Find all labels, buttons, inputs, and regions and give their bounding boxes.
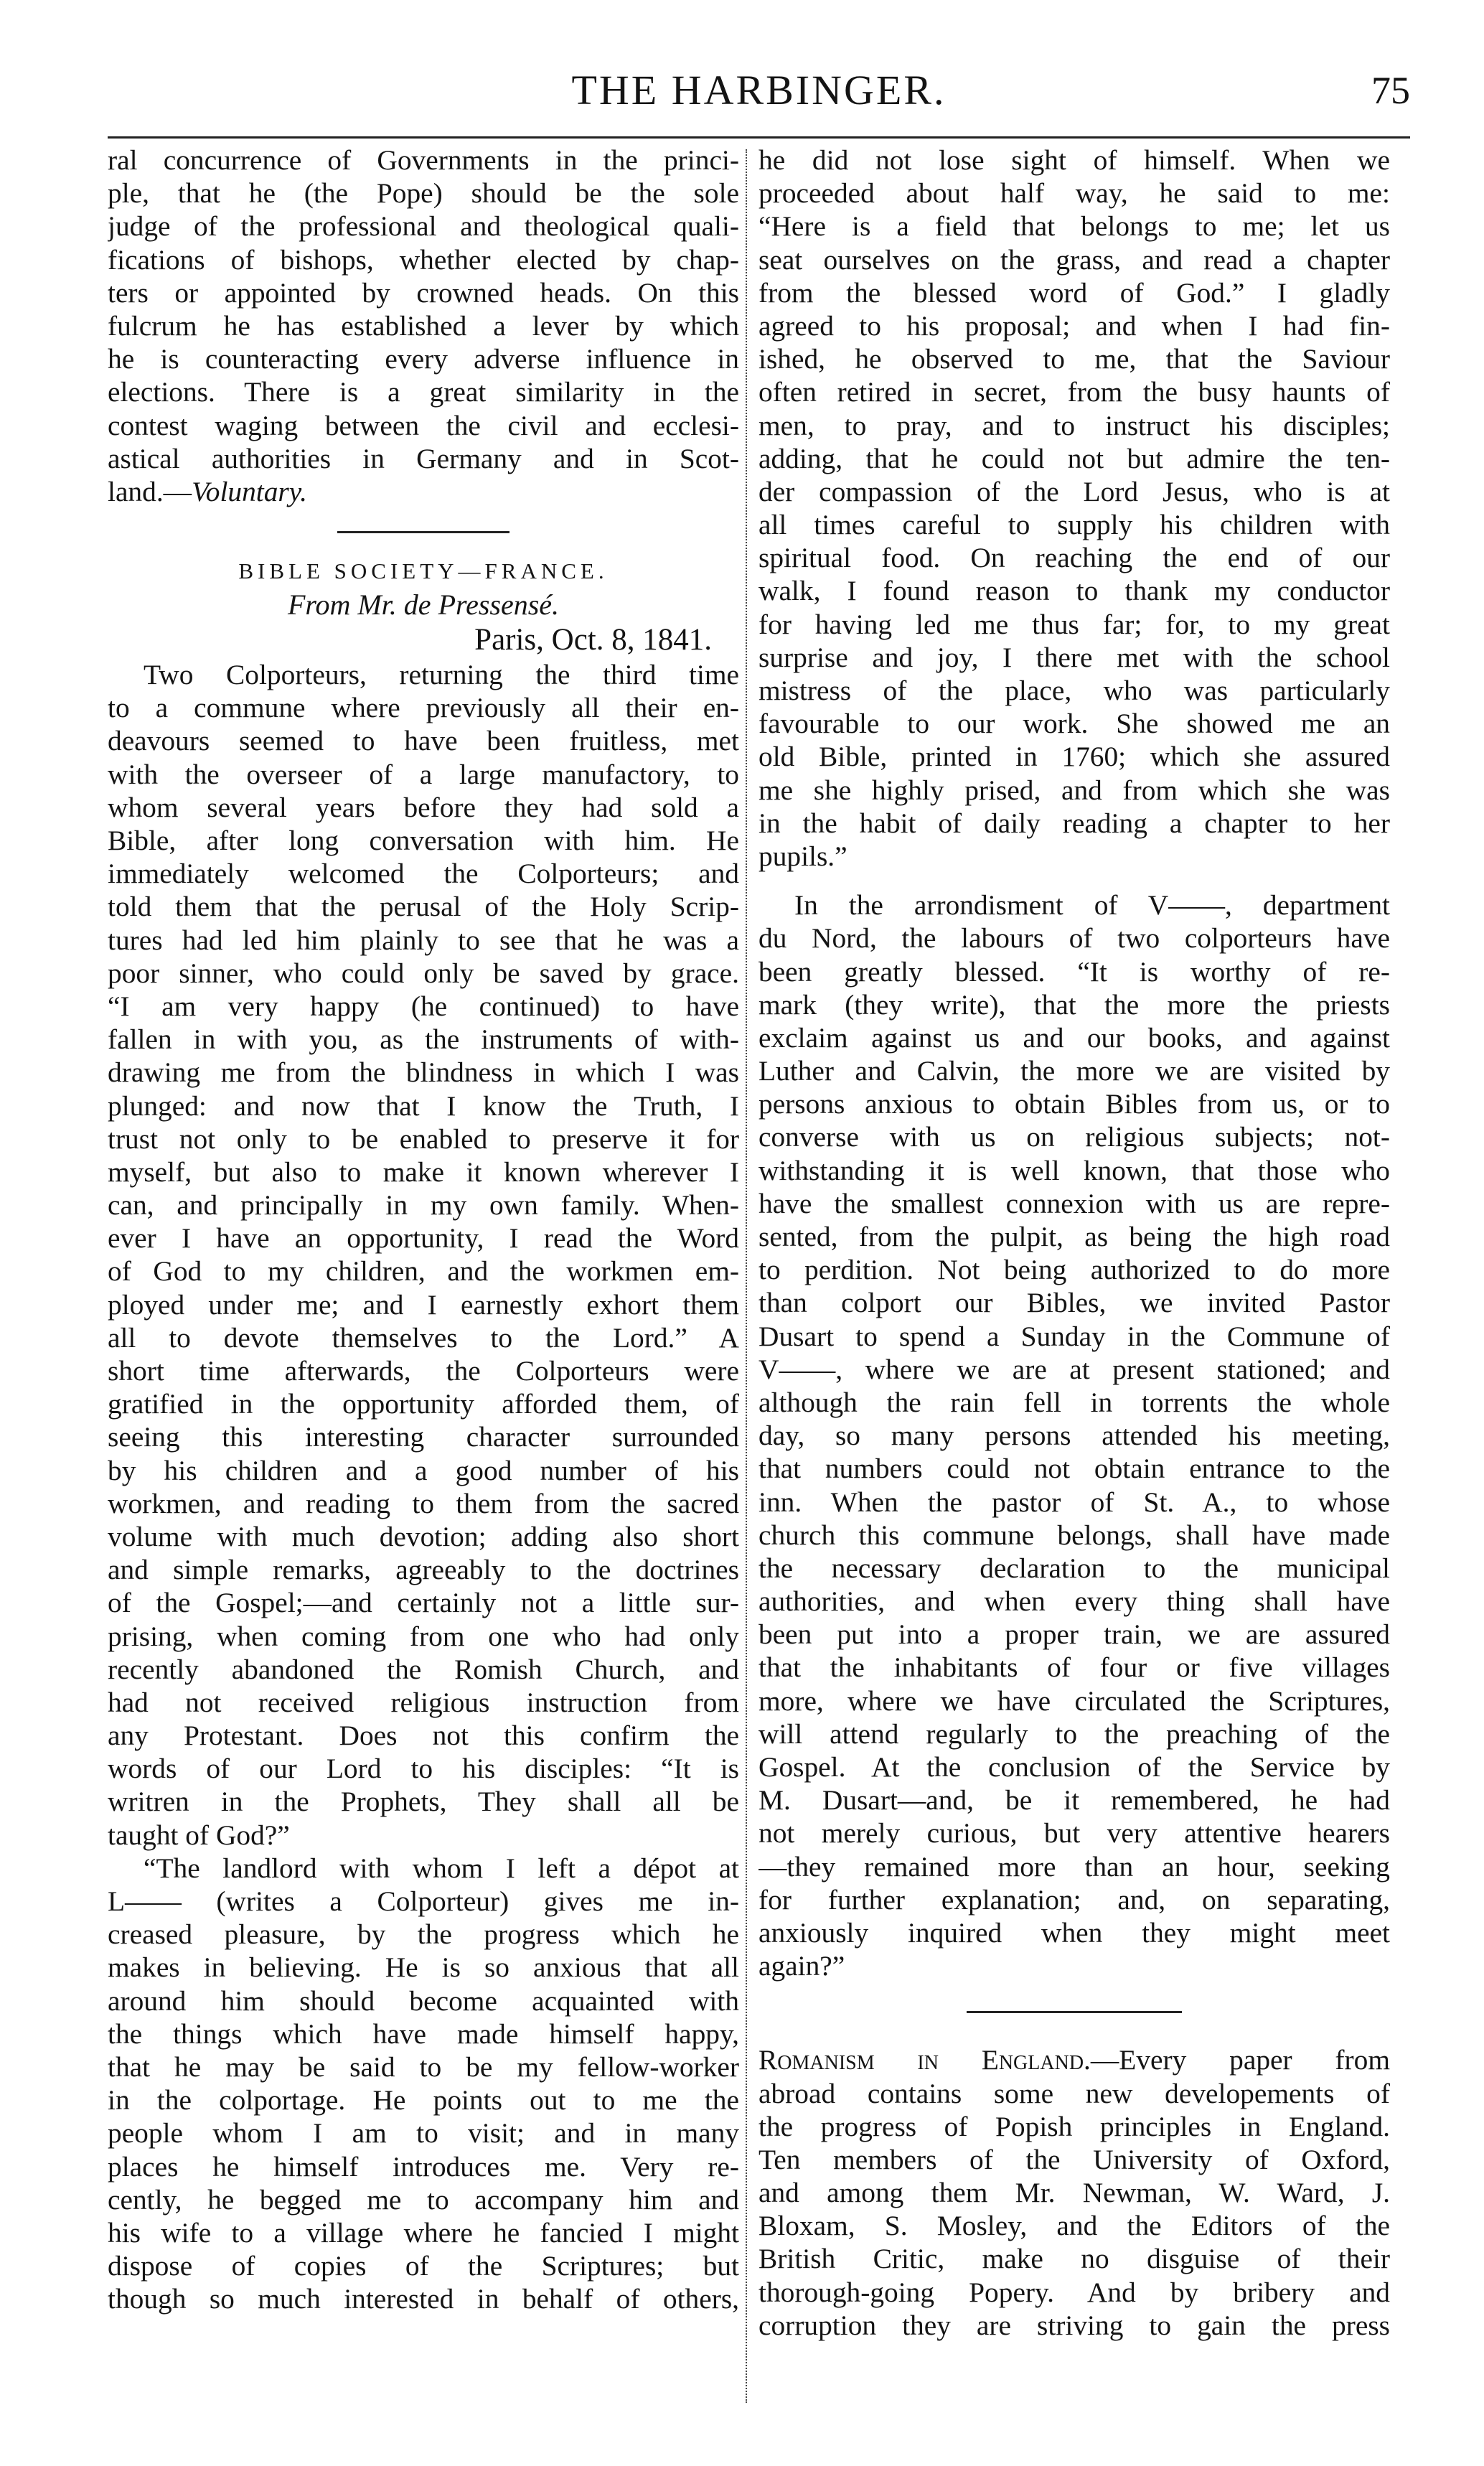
text-line: by his children and a good number of his [108, 1454, 739, 1486]
text-line: authorities, and when every thing shall have [759, 1585, 1390, 1618]
text-line: from the blessed word of God.” I gladly [759, 276, 1390, 309]
text-line: taught of God?” [108, 1819, 290, 1851]
text-line: ters or appointed by crowned heads. On this [108, 276, 739, 309]
text-line: than colport our Bibles, we invited Pastor [759, 1287, 1390, 1319]
text-line: abroad contains some new developements of [759, 2077, 1390, 2109]
text-line: V——, where we are at present stationed; and [759, 1353, 1390, 1385]
text-line: been put into a proper train, we are assured [759, 1618, 1390, 1651]
bible-society-article [108, 555, 739, 2315]
page-number: 75 [1371, 69, 1410, 112]
text-line: mistress of the place, who was particularly [759, 675, 1390, 706]
running-title: THE HARBINGER. [571, 67, 947, 113]
text-line: surprise and joy, I there met with the school [759, 641, 1390, 673]
text-line: corruption they are striving to gain the press [759, 2309, 1390, 2341]
text-line: anxiously inquired when they might meet [759, 1916, 1390, 1949]
text-line: astical authorities in Germany and in Scot- [108, 442, 739, 474]
text-line [759, 2043, 1390, 2076]
text-line: inn. When the pastor of St. A., to whose [759, 1486, 1390, 1518]
text-line: Ten members of the University of Oxford, [759, 2143, 1390, 2175]
text-line: converse with us on religious subjects; not- [759, 1121, 1390, 1153]
text-line: his wife to a village where he fancied I might [108, 2216, 739, 2249]
text-line: workmen, and reading to them from the sacred [108, 1487, 739, 1519]
voluntary-paragraph [108, 144, 739, 508]
text-line: to a commune where previously all their en- [108, 692, 739, 724]
text-line: Gospel. At the conclusion of the Service by [759, 1751, 1390, 1783]
text-line: contest waging between the civil and ecclesi- [108, 409, 739, 441]
text-line: prising, when coming from one who had only [108, 1620, 739, 1652]
text-line: that the inhabitants of four or five villages [759, 1651, 1390, 1684]
text-line: adding, that he could not but admire the ten- [759, 442, 1390, 474]
text-line: walk, I found reason to thank my conductor [759, 575, 1390, 607]
text-line: for further explanation; and, on separating, [759, 1883, 1390, 1916]
text-line: day, so many persons attended his meeting, [759, 1420, 1390, 1452]
text-line: mark (they write), that the more the priests [759, 988, 1390, 1021]
text-line: had not received religious instruction from [108, 1686, 739, 1718]
text-line: fications of bishops, whether elected by chap- [108, 243, 739, 276]
text-line: ployed under me; and I earnestly exhort them [108, 1288, 739, 1321]
text-line: judge of the professional and theological quali- [108, 210, 739, 243]
text-line: though so much interested in behalf of others, [108, 2283, 739, 2315]
colporteur-continuation [759, 144, 1390, 873]
text-line: in the colportage. He points out to me the [108, 2084, 739, 2116]
text-line [108, 475, 739, 508]
article-heading: BIBLE SOCIETY—FRANCE. [238, 558, 609, 584]
text-line: for having led me thus far; for, to my great [759, 608, 1390, 640]
text-line: again?” [759, 1950, 845, 1982]
romanism-first-line: —Every paper from [1090, 2044, 1390, 2076]
text-line: the necessary declaration to the municipal [759, 1552, 1390, 1584]
text-line: Bloxam, S. Mosley, and the Editors of the [759, 2210, 1390, 2242]
text-line: myself, but also to make it known wherever I [108, 1155, 739, 1188]
text-line: recently abandoned the Romish Church, and [108, 1653, 739, 1685]
text-line: pupils.” [759, 840, 847, 872]
article-byline: From Mr. de Pressensé. [287, 589, 560, 622]
text-line: short time afterwards, the Colporteurs were [108, 1355, 739, 1387]
text-line: ple, that he (the Pope) should be the sole [108, 177, 739, 210]
text-line: L—— (writes a Colporteur) gives me in- [108, 1885, 739, 1917]
text-line: dispose of copies of the Scriptures; but [108, 2250, 739, 2282]
text-line: whom several years before they had sold a [108, 791, 739, 823]
text-line: immediately welcomed the Colporteurs; and [108, 858, 739, 890]
text-line: more, where we have circulated the Scriptures, [759, 1684, 1390, 1717]
text-line: the progress of Popish principles in England. [759, 2110, 1390, 2142]
text-line: Dusart to spend a Sunday in the Commune of [759, 1320, 1390, 1352]
paragraph-gap [759, 873, 1390, 889]
article-dateline: Paris, Oct. 8, 1841. [474, 623, 712, 657]
text-line: told them that the perusal of the Holy Scrip- [108, 891, 739, 923]
text-line: —they remained more than an hour, seeking [759, 1850, 1390, 1883]
arrondisment-paragraph [759, 889, 1390, 1982]
text-line: Bible, after long conversation with him. He [108, 825, 739, 856]
text-line: men, to pray, and to instruct his disciples; [759, 409, 1390, 441]
section-rule [967, 2011, 1182, 2013]
text-line: although the rain fell in torrents the whole [759, 1386, 1390, 1418]
text-line: been greatly blessed. “It is worthy of re- [759, 955, 1390, 988]
text-line: proceeded about half way, he said to me: [759, 177, 1390, 210]
text-line: drawing me from the blindness in which I was [108, 1056, 739, 1089]
voluntary-prefix: land.— [108, 475, 192, 507]
text-line: persons anxious to obtain Bibles from us, or to [759, 1088, 1390, 1120]
text-line: all times careful to supply his children with [759, 509, 1390, 541]
text-line: plunged: and now that I know the Truth, I [108, 1089, 739, 1122]
text-line: will attend regularly to the preaching of the [759, 1717, 1390, 1750]
text-line: of the Gospel;—and certainly not a little sur- [108, 1587, 739, 1619]
text-line: gratified in the opportunity afforded them, of [108, 1388, 739, 1420]
text-line: Two Colporteurs, returning the third time [144, 659, 739, 691]
text-line: “I am very happy (he continued) to have [108, 990, 739, 1022]
text-line: in the habit of daily reading a chapter to her [759, 807, 1390, 839]
right-column [759, 144, 1390, 2426]
text-line: sented, from the pulpit, as being the high road [759, 1221, 1390, 1252]
text-line: he is counteracting every adverse influence in [108, 343, 739, 375]
text-line: seeing this interesting character surrounded [108, 1421, 739, 1453]
text-line: people whom I am to visit; and in many [108, 2117, 739, 2149]
text-line: that he may be said to be my fellow-worker [108, 2050, 739, 2083]
text-line: elections. There is a great similarity in the [108, 376, 739, 408]
text-line: words of our Lord to his disciples: “It is [108, 1753, 739, 1785]
text-line: old Bible, printed in 1760; which she assured [759, 741, 1390, 773]
text-line: favourable to our work. She showed me an [759, 708, 1390, 740]
text-line: poor sinner, who could only be saved by grace. [108, 957, 739, 989]
text-line: Luther and Calvin, the more we are visited by [759, 1055, 1390, 1087]
text-line: makes in believing. He is so anxious that all [108, 1951, 739, 1984]
text-line: M. Dusart—and, be it remembered, he had [759, 1784, 1390, 1816]
text-line: agreed to his proposal; and when I had fin- [759, 309, 1390, 342]
text-line: with the overseer of a large manufactory, to [108, 758, 739, 790]
running-head [108, 56, 1410, 125]
text-line: places he himself introduces me. Very re- [108, 2150, 739, 2183]
text-line: any Protestant. Does not this confirm the [108, 1720, 739, 1752]
text-line: around him should become acquainted with [108, 1984, 739, 2017]
text-line: of God to my children, and the workmen em- [108, 1255, 739, 1288]
text-line: all to devote themselves to the Lord.” A [108, 1321, 739, 1354]
voluntary-source: Voluntary. [192, 475, 307, 507]
text-line: can, and principally in my own family. When- [108, 1189, 739, 1222]
text-line: and simple remarks, agreeably to the doctrines [108, 1554, 739, 1586]
text-line: that numbers could not obtain entrance to the [759, 1453, 1390, 1485]
section-rule [337, 531, 509, 533]
header-rule [108, 136, 1410, 139]
text-line: British Critic, make no disguise of their [759, 2243, 1390, 2275]
text-line: “Here is a field that belongs to me; let us [759, 210, 1390, 243]
text-line: fulcrum he has established a lever by which [108, 309, 739, 342]
text-line: ished, he observed to me, that the Saviour [759, 343, 1390, 375]
text-line: have the smallest connexion with us are repre- [759, 1187, 1390, 1219]
text-line: church this commune belongs, shall have made [759, 1519, 1390, 1551]
text-line: cently, he begged me to accompany him and [108, 2183, 739, 2216]
text-line: In the arrondisment of V——, department [794, 889, 1390, 922]
text-line: the things which have made himself happy, [108, 2017, 739, 2050]
text-line: exclaim against us and our books, and against [759, 1021, 1390, 1054]
text-line: withstanding it is well known, that those who [759, 1154, 1390, 1186]
text-line: he did not lose sight of himself. When we [759, 144, 1390, 176]
text-line: and among them Mr. Newman, W. Ward, J. [759, 2177, 1390, 2209]
text-line: fallen in with you, as the instruments of with- [108, 1023, 739, 1056]
text-line: writren in the Prophets, They shall all be [108, 1786, 739, 1818]
text-line: seat ourselves on the grass, and read a chapter [759, 243, 1390, 276]
text-line: to perdition. Not being authorized to do more [759, 1254, 1390, 1286]
text-line: spiritual food. On reaching the end of our [759, 542, 1390, 574]
text-line: deavours seemed to have been fruitless, met [108, 725, 739, 757]
text-line: trust not only to be enabled to preserve it for [108, 1122, 739, 1155]
text-line: du Nord, the labours of two colporteurs have [759, 922, 1390, 955]
text-line: der compassion of the Lord Jesus, who is at [759, 475, 1390, 507]
text-line: creased pleasure, by the progress which he [108, 1918, 739, 1951]
left-column [108, 144, 739, 2426]
column-divider [746, 149, 747, 2403]
text-line: thorough-going Popery. And by bribery and [759, 2276, 1390, 2308]
romanism-paragraph [759, 2043, 1390, 2342]
text-line: ever I have an opportunity, I read the Word [108, 1222, 739, 1255]
romanism-lead: Romanism in England. [759, 2044, 1091, 2076]
text-line: me she highly prised, and from which she was [759, 774, 1390, 806]
text-line: “The landlord with whom I left a dépot at [144, 1852, 739, 1884]
text-line: often retired in secret, from the busy haunts of [759, 376, 1390, 408]
text-line: volume with much devotion; adding also short [108, 1520, 739, 1552]
text-line: tures had led him plainly to see that he was a [108, 924, 739, 956]
text-line: ral concurrence of Governments in the princi- [108, 144, 739, 176]
text-line: not merely curious, but very attentive hearers [759, 1817, 1390, 1849]
